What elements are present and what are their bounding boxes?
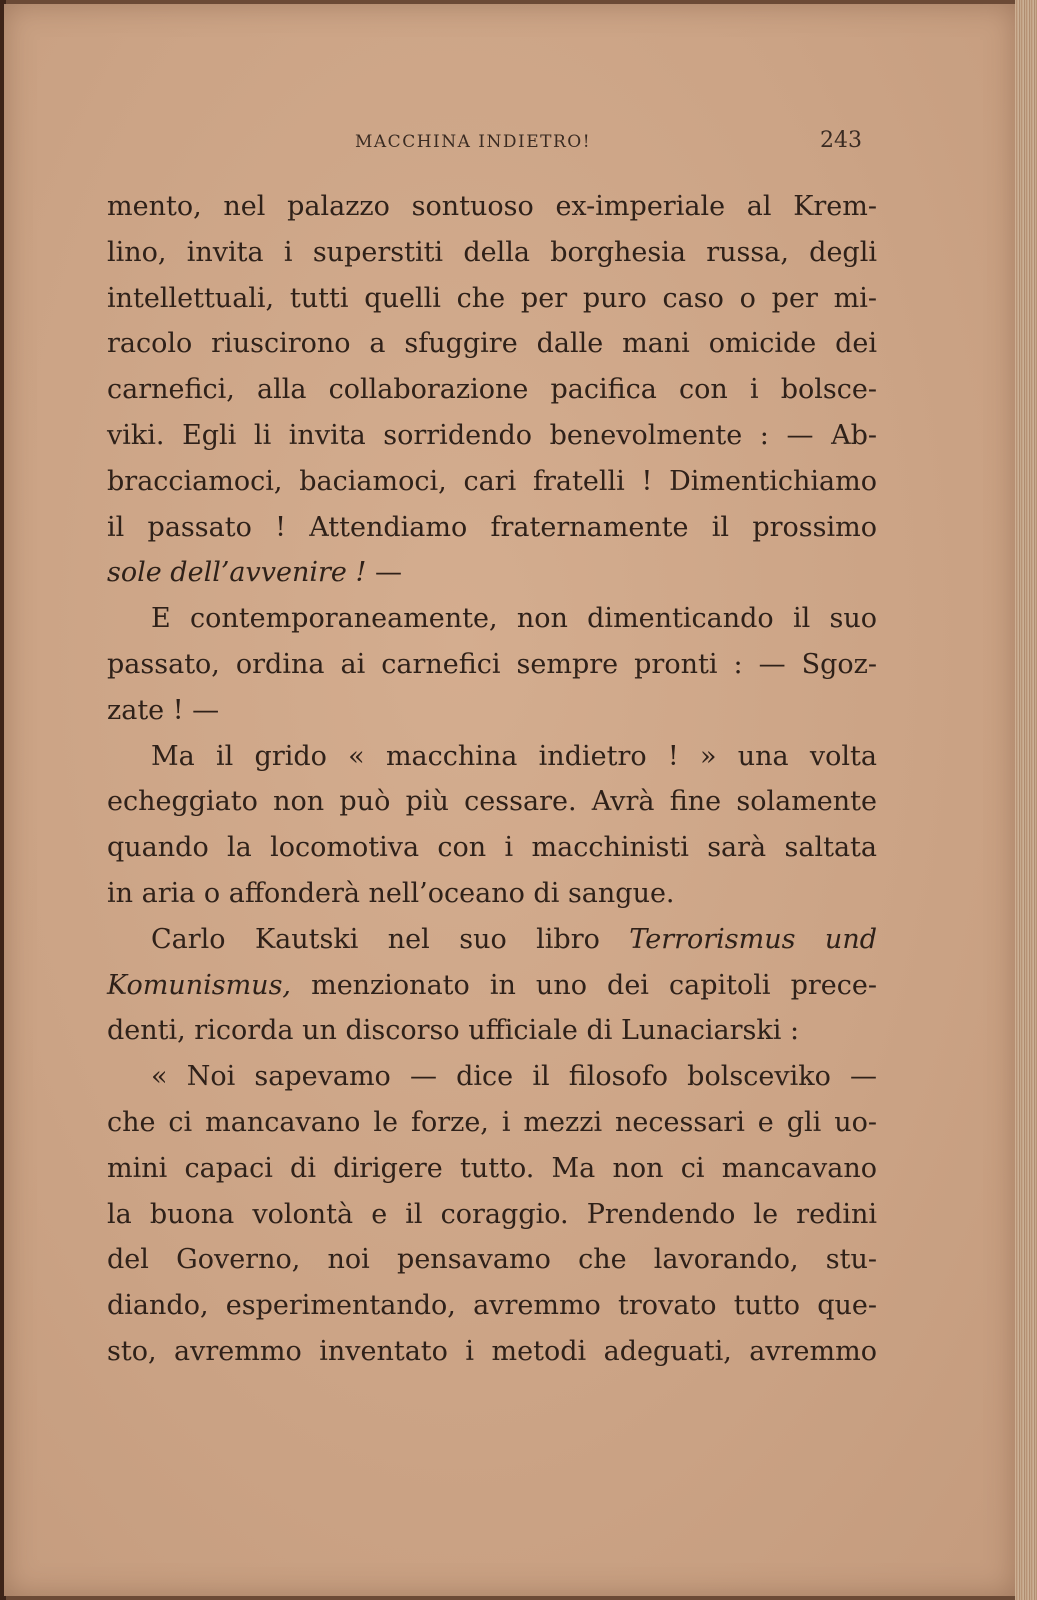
page-fore-edge — [1015, 0, 1037, 1600]
page-number: 243 — [820, 128, 862, 153]
text-line: diando, esperimentando, avremmo trovato tutto que- — [107, 1290, 877, 1322]
italic-title: Komunismus, — [107, 969, 292, 1001]
text-line: la buona volontà e il coraggio. Prendendo le redini — [107, 1198, 877, 1230]
text-line: racolo riuscirono a sfuggire dalle mani omicide dei — [107, 328, 877, 360]
text-line: in aria o affonderà nell’oceano di sangue. — [107, 877, 675, 909]
text-line: echeggiato non può più cessare. Avrà fine solamente — [107, 786, 877, 818]
text-line: passato, ordina ai carnefici sempre pronti : — Sgoz- — [107, 648, 877, 680]
text-line: bracciamoci, baciamoci, cari fratelli ! Dimentichiamo — [107, 465, 877, 497]
italic-phrase: sole dell’avvenire ! — [107, 557, 367, 589]
text-line: denti, ricorda un discorso ufficiale di Lunaciarski : — [107, 1015, 800, 1047]
text-line: intellettuali, tutti quelli che per puro caso o per mi- — [107, 282, 877, 314]
paragraph-start: Carlo Kautski nel suo libro Terrorismus und — [151, 923, 877, 955]
running-title: MACCHINA INDIETRO! — [355, 132, 592, 152]
paragraph-start: E contemporaneamente, non dimenticando il suo — [151, 603, 877, 635]
italic-title: Terrorismus und — [629, 923, 877, 955]
text-line: quando la locomotiva con i macchinisti sarà saltata — [107, 832, 877, 864]
text-line: mini capaci di dirigere tutto. Ma non ci mancavano — [107, 1152, 877, 1184]
text-line: del Governo, noi pensavamo che lavorando, stu- — [107, 1244, 877, 1276]
text-line: Komunismus, menzionato in uno dei capitoli prece- — [107, 969, 877, 1001]
text-line: mento, nel palazzo sontuoso ex-imperiale al Krem- — [107, 191, 877, 222]
text-line: il passato ! Attendiamo fraternamente il prossimo — [107, 511, 877, 543]
running-head — [107, 128, 870, 156]
body-text — [107, 184, 877, 1375]
text-line: che ci mancavano le forze, i mezzi necessari e gli uo- — [107, 1106, 877, 1138]
text-line: sole dell’avvenire ! — — [107, 557, 402, 589]
text-line: viki. Egli li invita sorridendo benevolmente : — Ab- — [107, 419, 877, 451]
text-line: sto, avremmo inventato i metodi adeguati, avremmo — [107, 1335, 877, 1367]
book-page — [4, 4, 1016, 1596]
text-line: zate ! — — [107, 694, 220, 726]
text-line: carnefici, alla collaborazione pacifica con i bolsce- — [107, 374, 877, 406]
paragraph-start: Ma il grido « macchina indietro ! » una volta — [151, 740, 877, 772]
text-line: lino, invita i superstiti della borghesia russa, degli — [107, 236, 877, 268]
paragraph-start: « Noi sapevamo — dice il filosofo bolsceviko — — [151, 1061, 877, 1093]
